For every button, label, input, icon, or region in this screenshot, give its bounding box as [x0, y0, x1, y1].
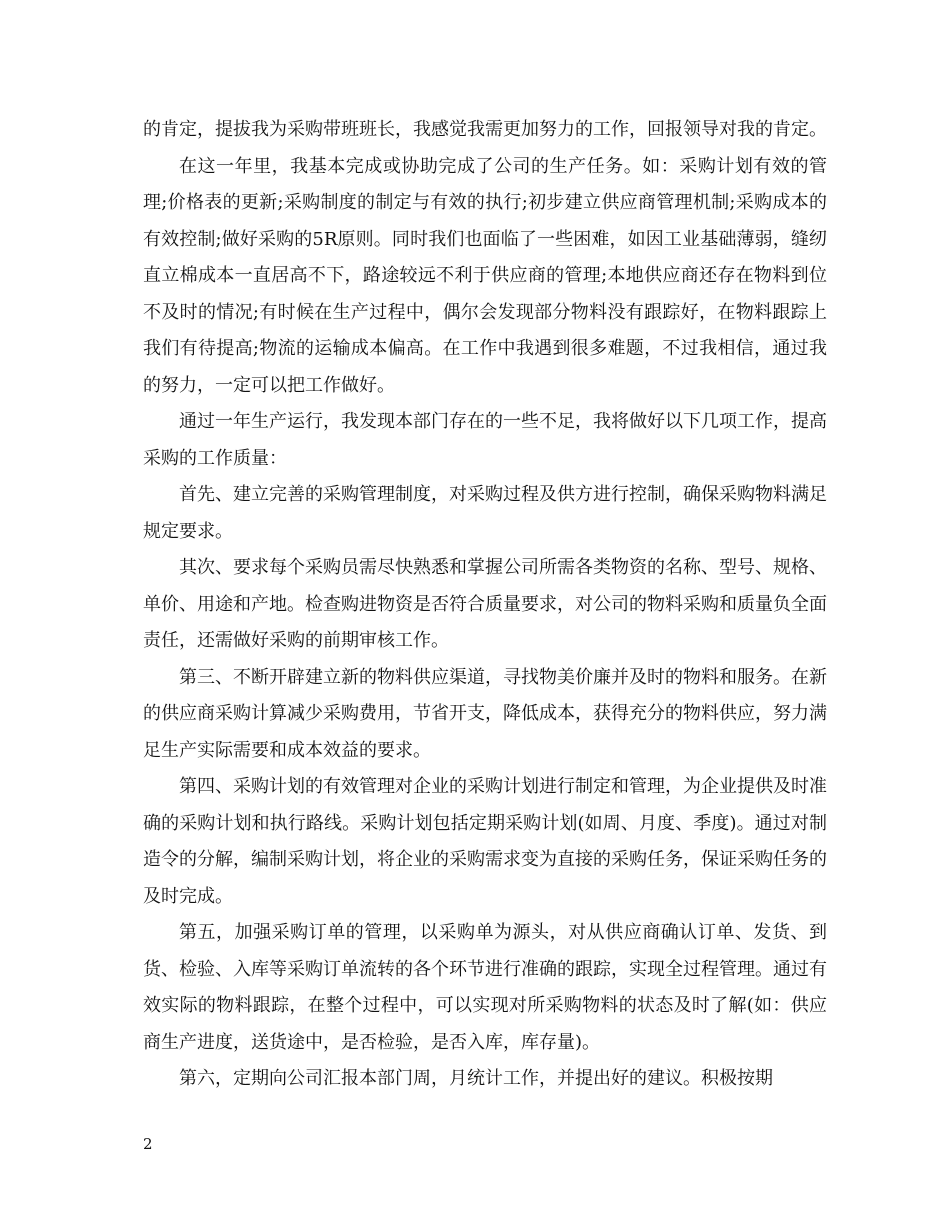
paragraph-item-first: 首先、建立完善的采购管理制度，对采购过程及供方进行控制，确保采购物料满足规定要求。: [143, 484, 827, 542]
paragraph-annual-summary: 在这一年里，我基本完成或协助完成了公司的生产任务。如：采购计划有效的管理;价格表的更新;采购制度的制定与有效的执行;初步建立供应商管理机制;采购成本的有效控制;做好采购的5R原则。同时我们也面临了一些困难，如因工业基础薄弱，缝纫直立棉成本一直居高不下，路途较远不利于供应商的管理;本地供应商还存在物料到位不及时的情况;有时候在生产过程中，偶尔会发现部分物料没有跟踪好，在物料跟踪上我们有待提高;物流的运输成本偏高。在工作中我遇到很多难题，不过我相信，通过我的努力，一定可以把工作做好。: [143, 155, 827, 396]
document-body: [143, 112, 827, 1098]
paragraph-improvement-intro: 通过一年生产运行，我发现本部门存在的一些不足，我将做好以下几项工作，提高采购的工作质量：: [143, 411, 827, 469]
paragraph-item-second: 其次、要求每个采购员需尽快熟悉和掌握公司所需各类物资的名称、型号、规格、单价、用途和产地。检查购进物资是否符合质量要求，对公司的物料采购和质量负全面责任，还需做好采购的前期审核工作。: [143, 557, 827, 651]
paragraph-continuation: 的肯定，提拔我为采购带班班长，我感觉我需更加努力的工作，回报领导对我的肯定。: [143, 119, 827, 140]
page-number: 2: [143, 1135, 153, 1153]
paragraph-item-sixth: 第六，定期向公司汇报本部门周，月统计工作，并提出好的建议。积极按期: [179, 1068, 773, 1089]
paragraph-item-fifth: 第五，加强采购订单的管理，以采购单为源头，对从供应商确认订单、发货、到货、检验、入库等采购订单流转的各个环节进行准确的跟踪，实现全过程管理。通过有效实际的物料跟踪，在整个过程中，可以实现对所采购物料的状态及时了解(如：供应商生产进度，送货途中，是否检验，是否入库，库存量)。: [143, 922, 827, 1053]
paragraph-item-third: 第三、不断开辟建立新的物料供应渠道，寻找物美价廉并及时的物料和服务。在新的供应商采购计算减少采购费用，节省开支，降低成本，获得充分的物料供应，努力满足生产实际需要和成本效益的要求。: [143, 666, 827, 761]
paragraph-item-fourth: 第四、采购计划的有效管理对企业的采购计划进行制定和管理，为企业提供及时准确的采购计划和执行路线。采购计划包括定期采购计划(如周、月度、季度)。通过对制造令的分解，编制采购计划，将企业的采购需求变为直接的采购任务，保证采购任务的及时完成。: [143, 776, 827, 907]
